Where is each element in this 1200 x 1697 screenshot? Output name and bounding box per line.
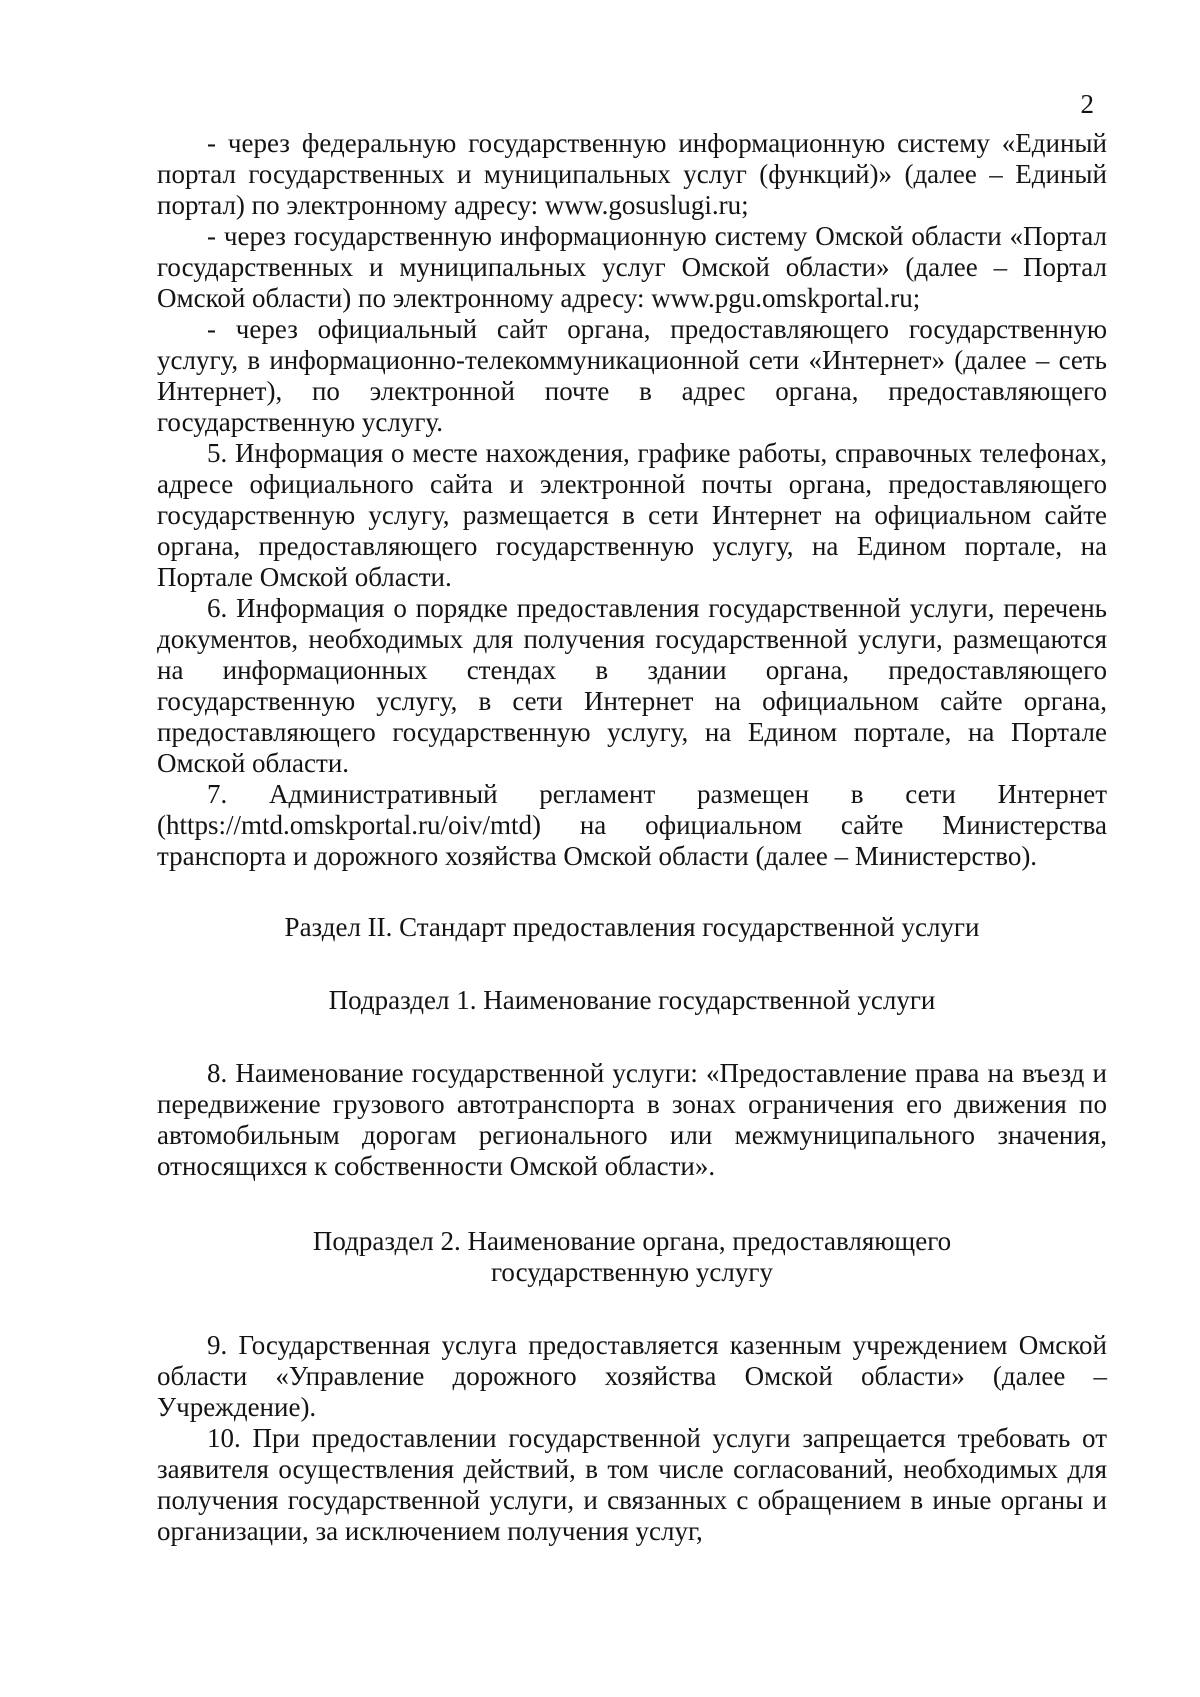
subsection-2-heading-line-1: Подраздел 2. Наименование органа, предоставляющего <box>312 1226 952 1256</box>
paragraph-federal-portal: - через федеральную государственную информационную систему «Единый портал государственных и муниципальных услуг (функций)» (далее – Единый портал) по электронному адресу: www.gosuslugi.ru; <box>157 128 1107 220</box>
paragraph-omsk-portal: - через государственную информационную систему Омской области «Портал государственных и муниципальных услуг Омской области» (далее – Портал Омской области) по электронному адресу: www.pgu.omskportal.ru; <box>157 221 1107 313</box>
paragraph-7: 7. Административный регламент размещен в сети Интернет (https://mtd.omskportal.ru/oiv/mtd) на официальном сайте Министерства транспорта и дорожного хозяйства Омской области (далее – Министерство). <box>157 779 1107 871</box>
paragraph-5: 5. Информация о месте нахождения, графике работы, справочных телефонах, адресе официального сайта и электронной почты органа, предоставляющего государственную услугу, размещается в сети Интернет на официальном сайте органа, предоставляющего государственную услугу, на Едином портале, на Портале Омской области. <box>157 438 1107 592</box>
section-heading: Раздел II. Стандарт предоставления государственной услуги <box>284 912 980 942</box>
paragraph-10: 10. При предоставлении государственной услуги запрещается требовать от заявителя осуществления действий, в том числе согласований, необходимых для получения государственной услуги, и связанных с обращением в иные органы и организации, за исключением получения услуг, <box>157 1423 1107 1546</box>
subsection-1-text <box>157 1058 1107 1182</box>
intro-text-block <box>157 128 1107 872</box>
page-number: 2 <box>1080 89 1094 119</box>
subsection-2-heading-line-2: государственную услугу <box>491 1257 773 1287</box>
paragraph-6: 6. Информация о порядке предоставления государственной услуги, перечень документов, необходимых для получения государственной услуги, размещаются на информационных стендах в здании органа, предоставляющего государственную услугу, в сети Интернет на официальном сайте органа, предоставляющего государственную услугу, на Едином портале, на Портале Омской области. <box>157 593 1107 778</box>
subsection-2-heading <box>157 1226 1107 1288</box>
paragraph-9: 9. Государственная услуга предоставляется казенным учреждением Омской области «Управление дорожного хозяйства Омской области» (далее – Учреждение). <box>157 1330 1107 1422</box>
subsection-1-heading: Подраздел 1. Наименование государственной услуги <box>328 985 936 1015</box>
paragraph-official-site: - через официальный сайт органа, предоставляющего государственную услугу, в информационно-телекоммуникационной сети «Интернет» (далее – сеть Интернет), по электронной почте в адрес органа, предоставляющего государственную услугу. <box>157 314 1107 437</box>
paragraph-8: 8. Наименование государственной услуги: «Предоставление права на въезд и передвижение грузового автотранспорта в зонах ограничения его движения по автомобильным дорогам регионального или межмуниципального значения, относящихся к собственности Омской области». <box>157 1058 1107 1181</box>
subsection-2-text <box>157 1330 1107 1547</box>
